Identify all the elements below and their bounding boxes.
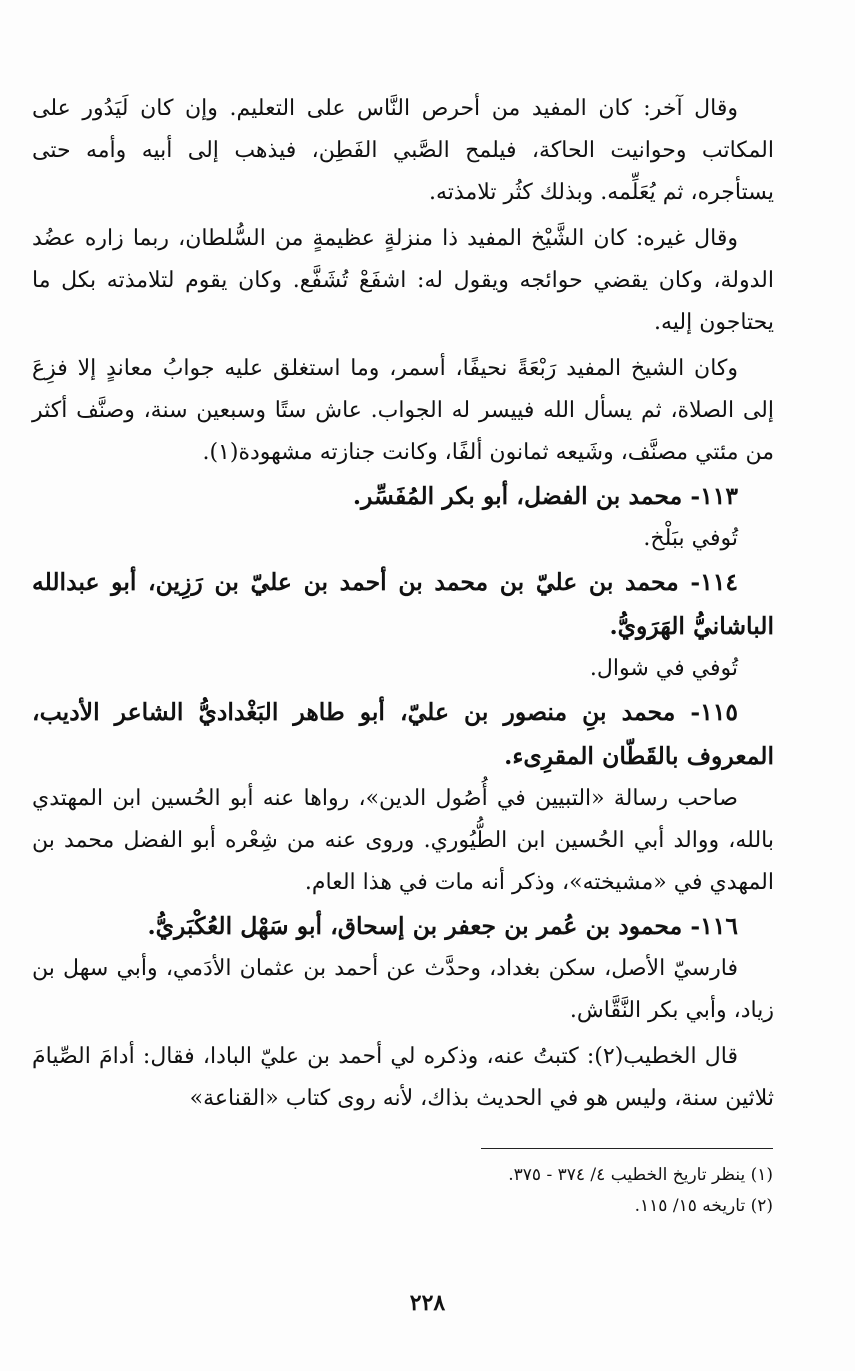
entry-116-khatib-quote: قال الخطيب(٢): كتبتُ عنه، وذكره لي أحمد بن عليّ البادا، فقال: أدامَ الصِّيامَ ثلاثين سنة، وليس هو في الحديث بذاك، لأنه روى كتاب «القناعة» — [32, 1044, 774, 1111]
paragraph-mufid-description: وكان الشيخ المفيد رَبْعَةً نحيفًا، أسمر، وما استغلق عليه جوابُ معاندٍ إلا فزِعَ إلى الصلاة، ثم يسأل الله فييسر له الجواب. عاش ستًا وسبعين سنة، وصنَّف أكثر من مئتي مصنَّف، وشَيعه ثمانون ألفًا، وكانت جنازته مشهودة(١). — [32, 356, 774, 465]
footnote-2: (٢) تاريخه ١٥/ ١١٥. — [634, 1196, 773, 1216]
footnote-divider — [481, 1148, 773, 1149]
paragraph-mufid-sultan: وقال غيره: كان الشَّيْخ المفيد ذا منزلةٍ عظيمةٍ من السُّلطان، ربما زاره عضُد الدولة، وكان يقضي حوائجه ويقول له: اشفَعْ تُشَفَّع. وكان يقوم لتلامذته بكل ما يحتاجون إليه. — [32, 226, 774, 335]
entry-116-text: فارسيّ الأصل، سكن بغداد، وحدَّث عن أحمد بن عثمان الأدَمي، وأبي سهل بن زياد، وأبي بكر النَّقَّاش. — [32, 956, 774, 1023]
entry-heading-114: ١١٤- محمد بن عليّ بن محمد بن أحمد بن عليّ بن رَزِين، أبو عبدالله الباشانيُّ الهَرَويُّ. — [32, 568, 774, 640]
entry-heading-115: ١١٥- محمد بنِ منصور بن عليّ، أبو طاهر البَغْداديُّ الشاعر الأديب، المعروف بالقَطّان المقرِىء. — [32, 698, 774, 770]
entry-heading-113: ١١٣- محمد بن الفضل، أبو بكر المُفَسِّر. — [352, 482, 738, 510]
page-number: ٢٢٨ — [409, 1290, 446, 1316]
entry-114-death: تُوفي في شوال. — [589, 656, 738, 681]
paragraph-mufid-teaching: وقال آخر: كان المفيد من أحرص النَّاس على التعليم. وإن كان لَيَدُور على المكاتب وحوانيت الحاكة، فيلمح الصَّبي الفَطِن، فيذهب إلى أبيه وأمه حتى يستأجره، ثم يُعَلِّمه. وبذلك كثُر تلامذته. — [32, 96, 774, 205]
footnotes — [273, 1160, 773, 1222]
entry-115-text: صاحب رسالة «التبيين في أُصُول الدين»، رواها عنه أبو الحُسين ابن المهتدي بالله، ووالد أبي الحُسين ابن الطُّيُوري. وروى عنه من شِعْره أبو الفضل محمد بن المهدي في «مشيخته»، وذكر أنه مات في هذا العام. — [32, 786, 774, 895]
main-text — [32, 88, 774, 1120]
entry-113-death: تُوفي ببَلْخ. — [643, 526, 738, 551]
entry-heading-116: ١١٦- محمود بن عُمر بن جعفر بن إسحاق، أبو سَهْل العُكْبَريُّ. — [147, 912, 738, 940]
footnote-1: (١) ينظر تاريخ الخطيب ٤/ ٣٧٤ - ٣٧٥. — [508, 1165, 773, 1185]
